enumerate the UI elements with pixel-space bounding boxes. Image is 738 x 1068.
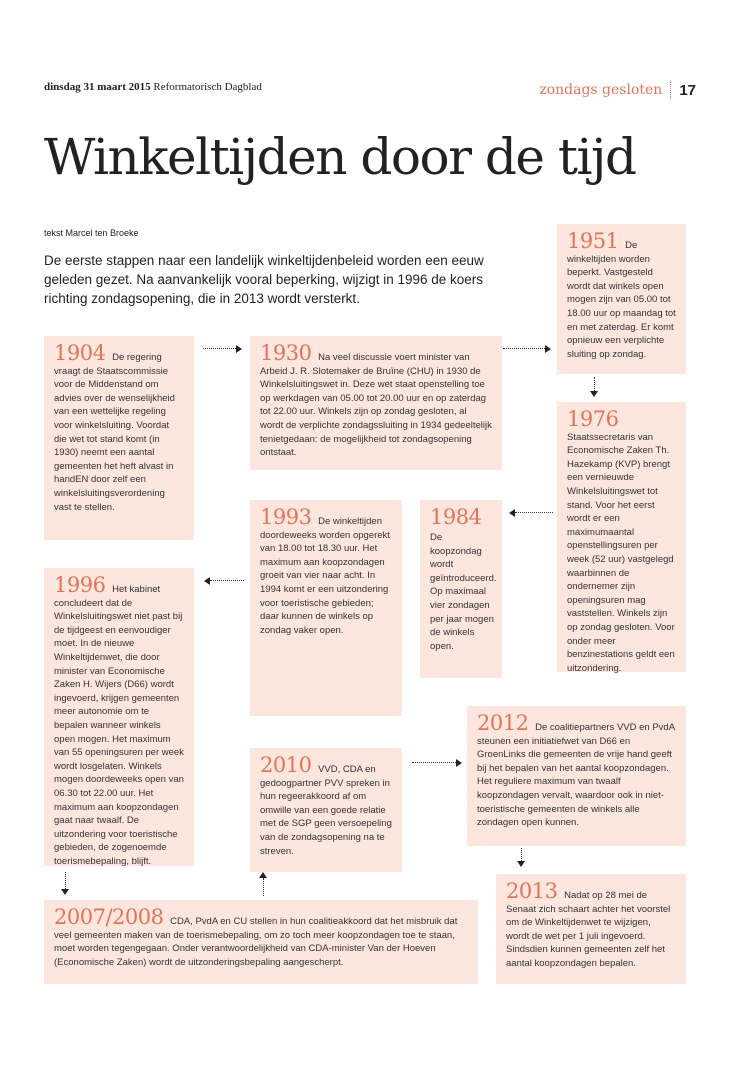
entry-text: De coalitiepartners VVD en PvdA steunen een initiatiefwet van D66 en GroenLinks die gemeenten de vrije hand geeft bij het bepalen van het aantal koopzondagen. Het reguliere maximum van twaalf koopzondagen vervalt, waardoor ook in niet-toeristische gemeenten de winkels alle zondagen open kunnen. (477, 722, 675, 829)
timeline-box-1993 (250, 500, 402, 716)
timeline-box-1951 (557, 224, 686, 374)
header-dateline (44, 81, 262, 93)
header-right (539, 81, 696, 99)
year-label: 1930 (260, 341, 312, 365)
header-publication: Reformatorisch Dagblad (153, 81, 262, 93)
entry-text: Na veel discussie voert minister van Arbeid J. R. Slotemaker de Bruïne (CHU) in 1930 de Winkelsluitingswet in. Deze wet staat openstelling toe op werkdagen van 05.00 tot 20.00 uur en op zaterdag tot 22.00 uur. Winkels zijn op zondag gesloten, al wordt de verplichte zondagssluiting in 1934 gedeeltelijk tenietgedaan: de mogelijkheid tot zondagsopening ontstaat. (260, 352, 492, 459)
timeline-box-1904 (44, 336, 194, 540)
timeline-box-2012 (467, 706, 686, 846)
year-label: 2010 (260, 753, 312, 777)
year-label: 2007/2008 (54, 905, 164, 929)
timeline-box-2013 (496, 874, 686, 984)
year-label: 1976 (567, 407, 619, 431)
entry-text: Het kabinet concludeert dat de Winkelsluitingswet niet past bij de tijdgeest en eenvoudiger moet. In de nieuwe Winkeltijdenwet, die door minister van Economische Zaken H. Wijers (D66) wordt ingevoerd, krijgen gemeenten meer autonomie om te bepalen wanneer winkels open mogen. Het maximum van 55 openingsuren per week wordt losgelaten. Winkels mogen doordeweeks open van 06.30 tot 22.00 uur. Het maximum aan koopzondagen gaat naar twaalf. De uitzondering voor toeristische gebieden, de zogenoemde toerismebepaling, blijft. (54, 584, 184, 867)
timeline-box-2007-2008 (44, 900, 478, 984)
year-label: 1984 (430, 505, 482, 529)
page-number: 17 (679, 81, 696, 99)
entry-text: Nadat op 28 mei de Senaat zich schaart achter het voorstel om de Winkeltijdenwet te wijzigen, wordt de wet per 1 juli ingevoerd. Sindsdien kunnen gemeenten zelf het aantal koopzondagen bepalen. (506, 890, 671, 969)
entry-text: De koopzondag wordt geïntroduceerd. Op maximaal vier zondagen per jaar mogen de winkels open. (430, 532, 497, 652)
year-label: 2013 (506, 879, 558, 903)
entry-text: De winkeltijden doordeweeks worden opgerekt van 18.00 tot 18.30 uur. Het maximum aan koopzondagen groeit van vier naar acht. In 1994 komt er een uitzondering voor toeristische gebieden; daar kunnen de winkels op zondag vaker open. (260, 516, 390, 636)
timeline-box-1996 (44, 568, 194, 866)
timeline-box-1976 (557, 402, 686, 672)
header-divider (670, 81, 671, 99)
year-label: 1904 (54, 341, 106, 365)
timeline-box-1984 (420, 500, 502, 678)
year-label: 1996 (54, 573, 106, 597)
article-title: Winkeltijden door de tijd (44, 128, 636, 186)
header-date: dinsdag 31 maart 2015 (44, 81, 151, 93)
year-label: 2012 (477, 711, 529, 735)
entry-text: VVD, CDA en gedoogpartner PVV spreken in hun regeerakkoord af om omwille van een goede relatie met de SGP geen versoepeling van de zondagsopening na te streven. (260, 764, 392, 857)
entry-text: De winkeltijden worden beperkt. Vastgesteld wordt dat winkels open mogen zijn van 05.00 tot 18.00 uur op maandag tot en met zaterdag. Er komt opnieuw een verplichte sluiting op zondag. (567, 240, 676, 360)
byline: tekst Marcel ten Broeke (44, 228, 139, 238)
lead-paragraph: De eerste stappen naar een landelijk winkeltijdenbeleid worden een eeuw geleden gezet. Na aanvankelijk vooral beperking, wijzigt in 1996 de koers richting zondagsopening, die in 2013 wordt versterkt. (44, 253, 484, 306)
entry-text: De regering vraagt de Staatscommissie voor de Middenstand om advies over de wenselijkheid van een wettelijke regeling voor winkelsluiting. Voordat die wet tot stand komt (in 1930) neemt een aantal gemeenten het heft alvast in handEN door zelf een winkelsluitingsverordening vast te stellen. (54, 352, 175, 513)
year-label: 1993 (260, 505, 312, 529)
timeline-box-1930 (250, 336, 502, 470)
entry-text: CDA, PvdA en CU stellen in hun coalitieakkoord dat het misbruik dat veel gemeenten maken van de toerismebepaling, om zo toch meer koopzondagen toe te staan, moet worden tegengegaan. Onder verantwoordelijkheid van CDA-minister Van der Hoeven (Economische Zaken) wordt de uitzonderingsbepaling aangescherpt. (54, 916, 458, 968)
year-label: 1951 (567, 229, 619, 253)
timeline-box-2010 (250, 748, 402, 872)
section-label: zondags gesloten (539, 82, 663, 98)
entry-text: Staatssecretaris van Economische Zaken Th. Hazekamp (KVP) brengt een vernieuwde Winkelsluitingswet tot stand. Voor het eerst wordt er een maximumaantal openstellingsuren per week (52 uur) vastgelegd waarbinnen de ondernemer zijn openingsuren mag vaststellen. Winkels zijn op zondag gesloten. Voor onder meer benzinestations geldt een uitzondering. (567, 431, 675, 674)
